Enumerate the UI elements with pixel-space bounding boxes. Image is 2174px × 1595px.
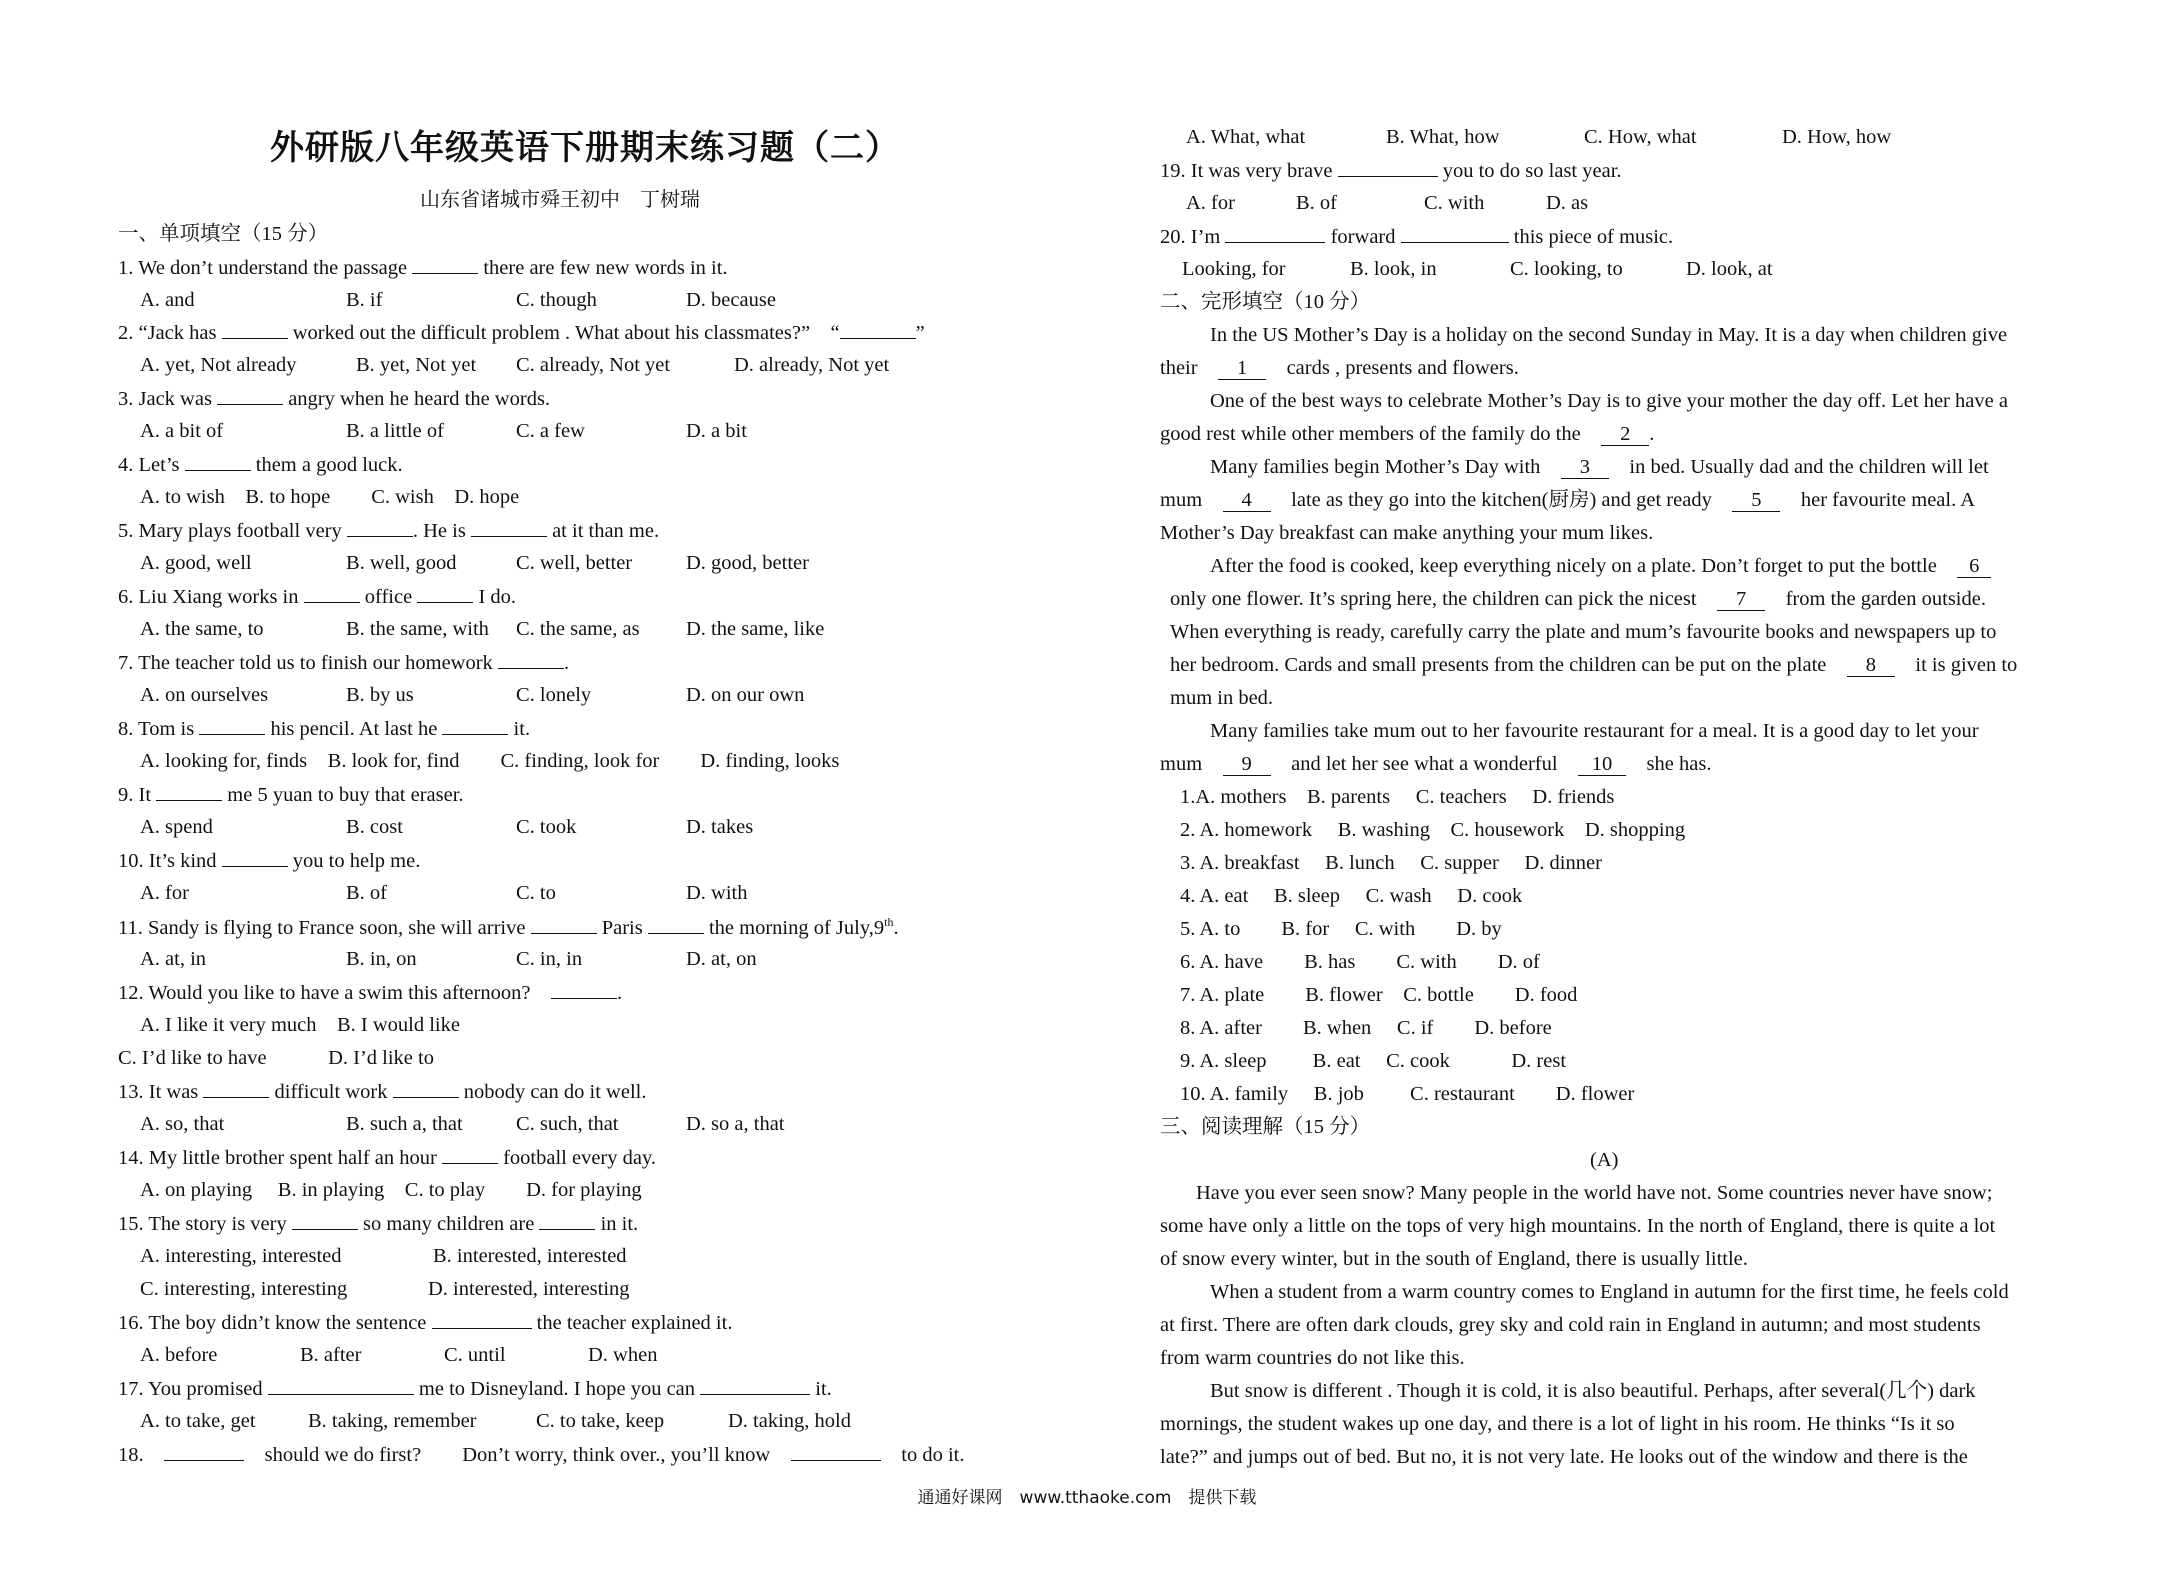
cloze-options-10: 10. A. family B. job C. restaurant D. flower — [1180, 1083, 1635, 1105]
q20-option-c: C. looking, to — [1510, 258, 1623, 280]
q11-option-c: C. in, in — [516, 948, 583, 970]
q2-option-d: D. already, Not yet — [734, 354, 890, 376]
author-line: 山东省诸城市舜王初中 丁树瑞 — [420, 189, 700, 211]
question-12: 12. Would you like to have a swim this afternoon? . — [118, 982, 623, 1004]
footer-source: 通通好课网 www.tthaoke.com 提供下载 — [917, 1488, 1257, 1508]
q17-option-d: D. taking, hold — [728, 1410, 851, 1432]
section-heading-3: 三、阅读理解（15 分） — [1160, 1116, 1371, 1138]
section-heading-2: 二、完形填空（10 分） — [1160, 291, 1371, 313]
reading-line-4: When a student from a warm country comes to England in autumn for the first time, he feels cold — [1210, 1281, 2009, 1303]
cloze-p1-line2: their 1 cards , presents and flowers. — [1160, 357, 1519, 379]
q13-option-b: B. such a, that — [346, 1113, 463, 1135]
cloze-p3-line1: Many families begin Mother’s Day with 3 in bed. Usually dad and the children will let — [1210, 456, 1989, 478]
question-7: 7. The teacher told us to finish our homework . — [118, 652, 570, 674]
question-14: 14. My little brother spent half an hour football every day. — [118, 1147, 657, 1169]
q13-option-c: C. such, that — [516, 1113, 619, 1135]
question-9: 9. It me 5 yuan to buy that eraser. — [118, 784, 464, 806]
cloze-p2-line2: good rest while other members of the family do the 2 . — [1160, 423, 1655, 445]
question-1: 1. We don’t understand the passage there are few new words in it. — [118, 257, 728, 279]
reading-line-6: from warm countries do not like this. — [1160, 1347, 1465, 1369]
q15-option-d: D. interested, interesting — [428, 1278, 630, 1300]
question-6: 6. Liu Xiang works in office I do. — [118, 586, 517, 608]
question-5: 5. Mary plays football very . He is at it than me. — [118, 520, 660, 542]
cloze-p5-line1: Many families take mum out to her favourite restaurant for a meal. It is a good day to let your — [1210, 720, 1979, 742]
cloze-options-8: 8. A. after B. when C. if D. before — [1180, 1017, 1552, 1039]
question-17: 17. You promised me to Disneyland. I hope you can it. — [118, 1378, 832, 1400]
q19-option-c: C. with — [1424, 192, 1485, 214]
q3-option-b: B. a little of — [346, 420, 444, 442]
reading-line-3: of snow every winter, but in the south of England, there is usually little. — [1160, 1248, 1748, 1270]
question-2: 2. “Jack has worked out the difficult problem . What about his classmates?” “ ” — [118, 322, 925, 344]
q18-option-c: C. How, what — [1584, 126, 1697, 148]
q12-options-cd: C. I’d like to have D. I’d like to — [118, 1047, 434, 1069]
q9-option-c: C. took — [516, 816, 577, 838]
reading-line-8: mornings, the student wakes up one day, and there is a lot of light in his room. He thinks “Is it so — [1160, 1413, 1955, 1435]
cloze-blank-3: 3 — [1561, 457, 1609, 479]
q16-option-d: D. when — [588, 1344, 658, 1366]
section-heading-1: 一、单项填空（15 分） — [118, 223, 329, 245]
question-8: 8. Tom is his pencil. At last he it. — [118, 718, 531, 740]
cloze-blank-7: 7 — [1717, 589, 1765, 611]
cloze-blank-1: 1 — [1218, 358, 1266, 380]
q19-option-b: B. of — [1296, 192, 1337, 214]
question-11: 11. Sandy is flying to France soon, she will arrive Paris the morning of July,9th. — [118, 915, 899, 939]
q5-option-c: C. well, better — [516, 552, 633, 574]
cloze-p1-line1: In the US Mother’s Day is a holiday on the second Sunday in May. It is a day when children give — [1210, 324, 2008, 346]
q9-option-a: A. spend — [140, 816, 213, 838]
reading-line-9: late?” and jumps out of bed. But no, it is not very late. He looks out of the window and there is the — [1160, 1446, 1968, 1468]
cloze-p3-line3: Mother’s Day breakfast can make anything your mum likes. — [1160, 522, 1654, 544]
q3-option-a: A. a bit of — [140, 420, 224, 442]
cloze-p4-line1: After the food is cooked, keep everything nicely on a plate. Don’t forget to put the bottle 6 — [1210, 556, 1991, 578]
reading-line-5: at first. There are often dark clouds, grey sky and cold rain in England in autumn; and most students — [1160, 1314, 1981, 1336]
q19-option-a: A. for — [1186, 192, 1235, 214]
q4-options: A. to wish B. to hope C. wish D. hope — [140, 486, 520, 508]
question-13: 13. It was difficult work nobody can do it well. — [118, 1081, 647, 1103]
cloze-p5-line2: mum 9 and let her see what a wonderful 10 she has. — [1160, 753, 1712, 775]
q15-option-b: B. interested, interested — [433, 1245, 627, 1267]
question-10: 10. It’s kind you to help me. — [118, 850, 421, 872]
q1-option-c: C. though — [516, 289, 597, 311]
q7-option-b: B. by us — [346, 684, 414, 706]
q16-option-a: A. before — [140, 1344, 218, 1366]
q20-option-b: B. look, in — [1350, 258, 1437, 280]
question-20: 20. I’m forward this piece of music. — [1160, 226, 1674, 248]
cloze-p4-line3: When everything is ready, carefully carry the plate and mum’s favourite books and newspapers up to — [1170, 621, 1997, 643]
cloze-p4-line4: her bedroom. Cards and small presents from the children can be put on the plate 8 it is given to — [1170, 654, 2018, 676]
cloze-blank-2: 2 — [1601, 424, 1649, 446]
question-3: 3. Jack was angry when he heard the words. — [118, 388, 551, 410]
q11-option-a: A. at, in — [140, 948, 207, 970]
question-16: 16. The boy didn’t know the sentence the teacher explained it. — [118, 1312, 733, 1334]
reading-passage-heading: (A) — [1590, 1149, 1619, 1171]
q5-option-b: B. well, good — [346, 552, 457, 574]
q18-option-b: B. What, how — [1386, 126, 1500, 148]
q3-option-d: D. a bit — [686, 420, 747, 442]
q3-option-c: C. a few — [516, 420, 585, 442]
cloze-options-7: 7. A. plate B. flower C. bottle D. food — [1180, 984, 1578, 1006]
question-18: 18. should we do first? Don’t worry, think over., you’ll know to do it. — [118, 1444, 965, 1466]
cloze-blank-10: 10 — [1578, 754, 1626, 776]
q7-option-a: A. on ourselves — [140, 684, 269, 706]
cloze-p3-line2: mum 4 late as they go into the kitchen(厨房) and get ready 5 her favourite meal. A — [1160, 489, 1976, 511]
question-4: 4. Let’s them a good luck. — [118, 454, 403, 476]
q16-option-c: C. until — [444, 1344, 506, 1366]
q11-option-d: D. at, on — [686, 948, 757, 970]
cloze-options-4: 4. A. eat B. sleep C. wash D. cook — [1180, 885, 1523, 907]
cloze-blank-4: 4 — [1223, 490, 1271, 512]
reading-line-7: But snow is different . Though it is cold, it is also beautiful. Perhaps, after several(几个) dark — [1210, 1380, 1976, 1402]
q6-option-d: D. the same, like — [686, 618, 825, 640]
q10-option-d: D. with — [686, 882, 748, 904]
q14-options: A. on playing B. in playing C. to play D. for playing — [140, 1179, 642, 1201]
q8-options: A. looking for, finds B. look for, find C. finding, look for D. finding, looks — [140, 750, 840, 772]
q16-option-b: B. after — [300, 1344, 362, 1366]
q5-option-a: A. good, well — [140, 552, 252, 574]
q18-option-a: A. What, what — [1186, 126, 1306, 148]
q17-option-c: C. to take, keep — [536, 1410, 665, 1432]
q11-option-b: B. in, on — [346, 948, 417, 970]
cloze-p2-line1: One of the best ways to celebrate Mother’s Day is to give your mother the day off. Let her have a — [1210, 390, 2008, 412]
q18-option-d: D. How, how — [1782, 126, 1892, 148]
cloze-blank-6: 6 — [1957, 556, 1991, 578]
q17-option-b: B. taking, remember — [308, 1410, 477, 1432]
q10-option-a: A. for — [140, 882, 189, 904]
q6-option-b: B. the same, with — [346, 618, 489, 640]
q5-option-d: D. good, better — [686, 552, 809, 574]
cloze-p4-line2: only one flower. It’s spring here, the children can pick the nicest 7 from the garden outside. — [1170, 588, 1986, 610]
question-15: 15. The story is very so many children are in it. — [118, 1213, 639, 1235]
q6-option-a: A. the same, to — [140, 618, 264, 640]
reading-line-2: some have only a little on the tops of very high mountains. In the north of England, there is quite a lot — [1160, 1215, 1996, 1237]
cloze-options-5: 5. A. to B. for C. with D. by — [1180, 918, 1502, 940]
q13-option-d: D. so a, that — [686, 1113, 785, 1135]
q1-option-b: B. if — [346, 289, 383, 311]
q13-option-a: A. so, that — [140, 1113, 225, 1135]
q2-option-a: A. yet, Not already — [140, 354, 297, 376]
q7-option-d: D. on our own — [686, 684, 805, 706]
q20-option-a: Looking, for — [1182, 258, 1286, 280]
q2-option-c: C. already, Not yet — [516, 354, 671, 376]
cloze-options-9: 9. A. sleep B. eat C. cook D. rest — [1180, 1050, 1567, 1072]
cloze-blank-8: 8 — [1847, 655, 1895, 677]
question-19: 19. It was very brave you to do so last year. — [1160, 160, 1622, 182]
q15-option-a: A. interesting, interested — [140, 1245, 342, 1267]
cloze-options-2: 2. A. homework B. washing C. housework D. shopping — [1180, 819, 1686, 841]
q9-option-d: D. takes — [686, 816, 754, 838]
cloze-blank-9: 9 — [1223, 754, 1271, 776]
q20-option-d: D. look, at — [1686, 258, 1773, 280]
q17-option-a: A. to take, get — [140, 1410, 256, 1432]
cloze-blank-5: 5 — [1732, 490, 1780, 512]
cloze-options-1: 1.A. mothers B. parents C. teachers D. friends — [1180, 786, 1615, 808]
q2-option-b: B. yet, Not yet — [356, 354, 477, 376]
cloze-p4-line5: mum in bed. — [1170, 687, 1274, 709]
cloze-options-3: 3. A. breakfast B. lunch C. supper D. dinner — [1180, 852, 1602, 874]
q6-option-c: C. the same, as — [516, 618, 640, 640]
q19-option-d: D. as — [1546, 192, 1589, 214]
q7-option-c: C. lonely — [516, 684, 592, 706]
q9-option-b: B. cost — [346, 816, 403, 838]
cloze-options-6: 6. A. have B. has C. with D. of — [1180, 951, 1540, 973]
q10-option-b: B. of — [346, 882, 387, 904]
reading-line-1: Have you ever seen snow? Many people in the world have not. Some countries never have snow; — [1196, 1182, 1993, 1204]
q15-option-c: C. interesting, interesting — [140, 1278, 348, 1300]
page-title: 外研版八年级英语下册期末练习题（二） — [270, 130, 900, 167]
q1-option-d: D. because — [686, 289, 776, 311]
q12-options-ab: A. I like it very much B. I would like — [140, 1014, 460, 1036]
q1-option-a: A. and — [140, 289, 195, 311]
q10-option-c: C. to — [516, 882, 556, 904]
